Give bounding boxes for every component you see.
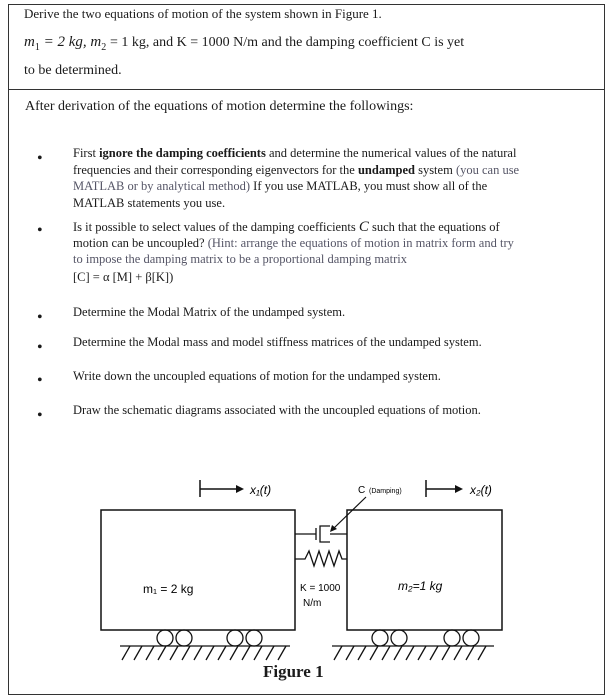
bullet-dot: • [37,372,43,389]
given-rest: = 1 kg, and K = 1000 N/m and the damping coefficient C is yet [109,35,465,50]
damper-symbol [295,526,347,542]
bullet-dot: • [37,222,43,239]
given-line-2: to be determined. [24,63,122,78]
bullet-1-line-3: MATLAB or by analytical method) If you use MATLAB, you must show all of the [73,179,488,193]
x1-label: x₁(t) [250,483,272,497]
damper-note: (Damping) [369,488,402,495]
m2-symbol: m [90,34,102,50]
m2-subscript: 2 [101,42,107,53]
spring-unit: N/m [303,598,322,609]
bullet-2-line-3: to impose the damping matrix to be a proportional damping matrix [73,252,407,266]
spring-symbol [295,551,347,566]
bullet-dot: • [37,309,43,326]
m1-value: = 2 kg, [43,34,87,50]
figure-caption: Figure 1 [263,662,324,681]
mass-2-block [347,510,502,630]
bullet-5-text: Write down the uncoupled equations of motion for the undamped system. [73,369,441,383]
bullet-3-text: Determine the Modal Matrix of the undamped system. [73,305,346,319]
bullet-1-line-4: MATLAB statements you use. [73,196,226,210]
m1-subscript: 1 [34,42,40,53]
bullet-4-text: Determine the Modal mass and model stiffness matrices of the undamped system. [73,335,482,349]
x1-arrowhead [236,485,244,493]
mass-2-label: m₂=1 kg [398,579,443,593]
bullet-dot: • [37,407,43,424]
mass-2-wheels [372,630,479,646]
x2-arrowhead [455,485,463,493]
intro-text: After derivation of the equations of motion determine the followings: [25,99,414,114]
bullet-6-text: Draw the schematic diagrams associated with the uncoupled equations of motion. [73,403,481,417]
ground-right [332,646,494,660]
bullet-dot: • [37,150,43,167]
spring-label: K = 1000 [300,583,341,594]
bullet-1-line-2: frequencies and their corresponding eigenvectors for the undamped system (you can use [73,163,520,177]
x2-label: x₂(t) [470,483,492,497]
ground-left [120,646,290,660]
damper-label: C [358,485,366,496]
m1-symbol: m [24,34,35,50]
bullet-2-line-1: Is it possible to select values of the damping coefficients C such that the equations of [73,219,500,235]
mass-1-block [101,510,295,630]
bullet-2-line-2: motion can be uncoupled? (Hint: arrange the equations of motion in matrix form and try [73,236,514,250]
bullet-dot: • [37,339,43,356]
bullet-1-line-1: First ignore the damping coefficients and determine the numerical values of the natural [73,146,517,160]
damper-leader-line [334,497,366,528]
mass-1-label: m₁ = 2 kg [143,582,194,596]
bullet-2-line-4: [C] = α [M] + β[K]) [73,270,174,284]
mass-1-wheels [157,630,262,646]
problem-header: Derive the two equations of motion of the system shown in Figure 1. [24,6,382,21]
